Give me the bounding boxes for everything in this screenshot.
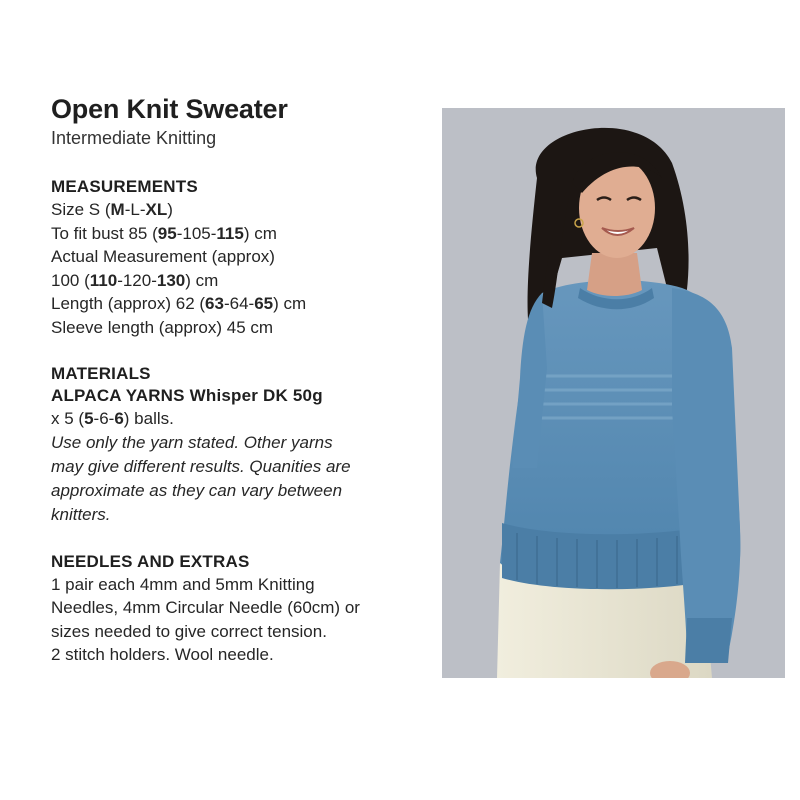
- neck: [587, 253, 642, 296]
- yarn-note-line: may give different results. Quanities are: [51, 456, 351, 476]
- balls-line: x 5 (5-6-6) balls.: [51, 409, 174, 428]
- needles-section: [51, 551, 431, 667]
- page-subtitle: Intermediate Knitting: [51, 128, 217, 148]
- actual-measurement-label: Actual Measurement (approx): [51, 247, 275, 266]
- yarn-note-line: approximate as they can vary between: [51, 480, 343, 500]
- needles-line: sizes needed to give correct tension.: [51, 621, 327, 641]
- actual-measurement-line: 100 (110-120-130) cm: [51, 270, 219, 290]
- measurements-section: [51, 176, 431, 339]
- sleeve-line: Sleeve length (approx) 45 cm: [51, 317, 274, 337]
- bust-line: To fit bust 85 (95-105-115) cm: [51, 223, 277, 243]
- materials-section: [51, 363, 431, 527]
- page-title: Open Knit Sweater: [51, 94, 288, 124]
- needles-line: 2 stitch holders. Wool needle.: [51, 645, 274, 664]
- materials-heading: MATERIALS: [51, 364, 151, 383]
- model-photo: [442, 108, 785, 678]
- needles-line: Needles, 4mm Circular Needle (60cm) or: [51, 598, 360, 617]
- model-illustration: [442, 108, 785, 678]
- needles-line: 1 pair each 4mm and 5mm Knitting: [51, 574, 315, 594]
- needles-heading: NEEDLES AND EXTRAS: [51, 551, 250, 571]
- yarn-note-line: knitters.: [51, 504, 111, 524]
- sleeve-cuff: [685, 618, 732, 663]
- yarn-note-line: Use only the yarn stated. Other yarns: [51, 432, 333, 452]
- measurements-heading: MEASUREMENTS: [51, 177, 198, 196]
- pattern-text-column: [51, 92, 431, 691]
- yarn-line: ALPACA YARNS Whisper DK 50g: [51, 386, 323, 405]
- size-line: Size S (M-L-XL): [51, 200, 173, 219]
- length-line: Length (approx) 62 (63-64-65) cm: [51, 294, 307, 313]
